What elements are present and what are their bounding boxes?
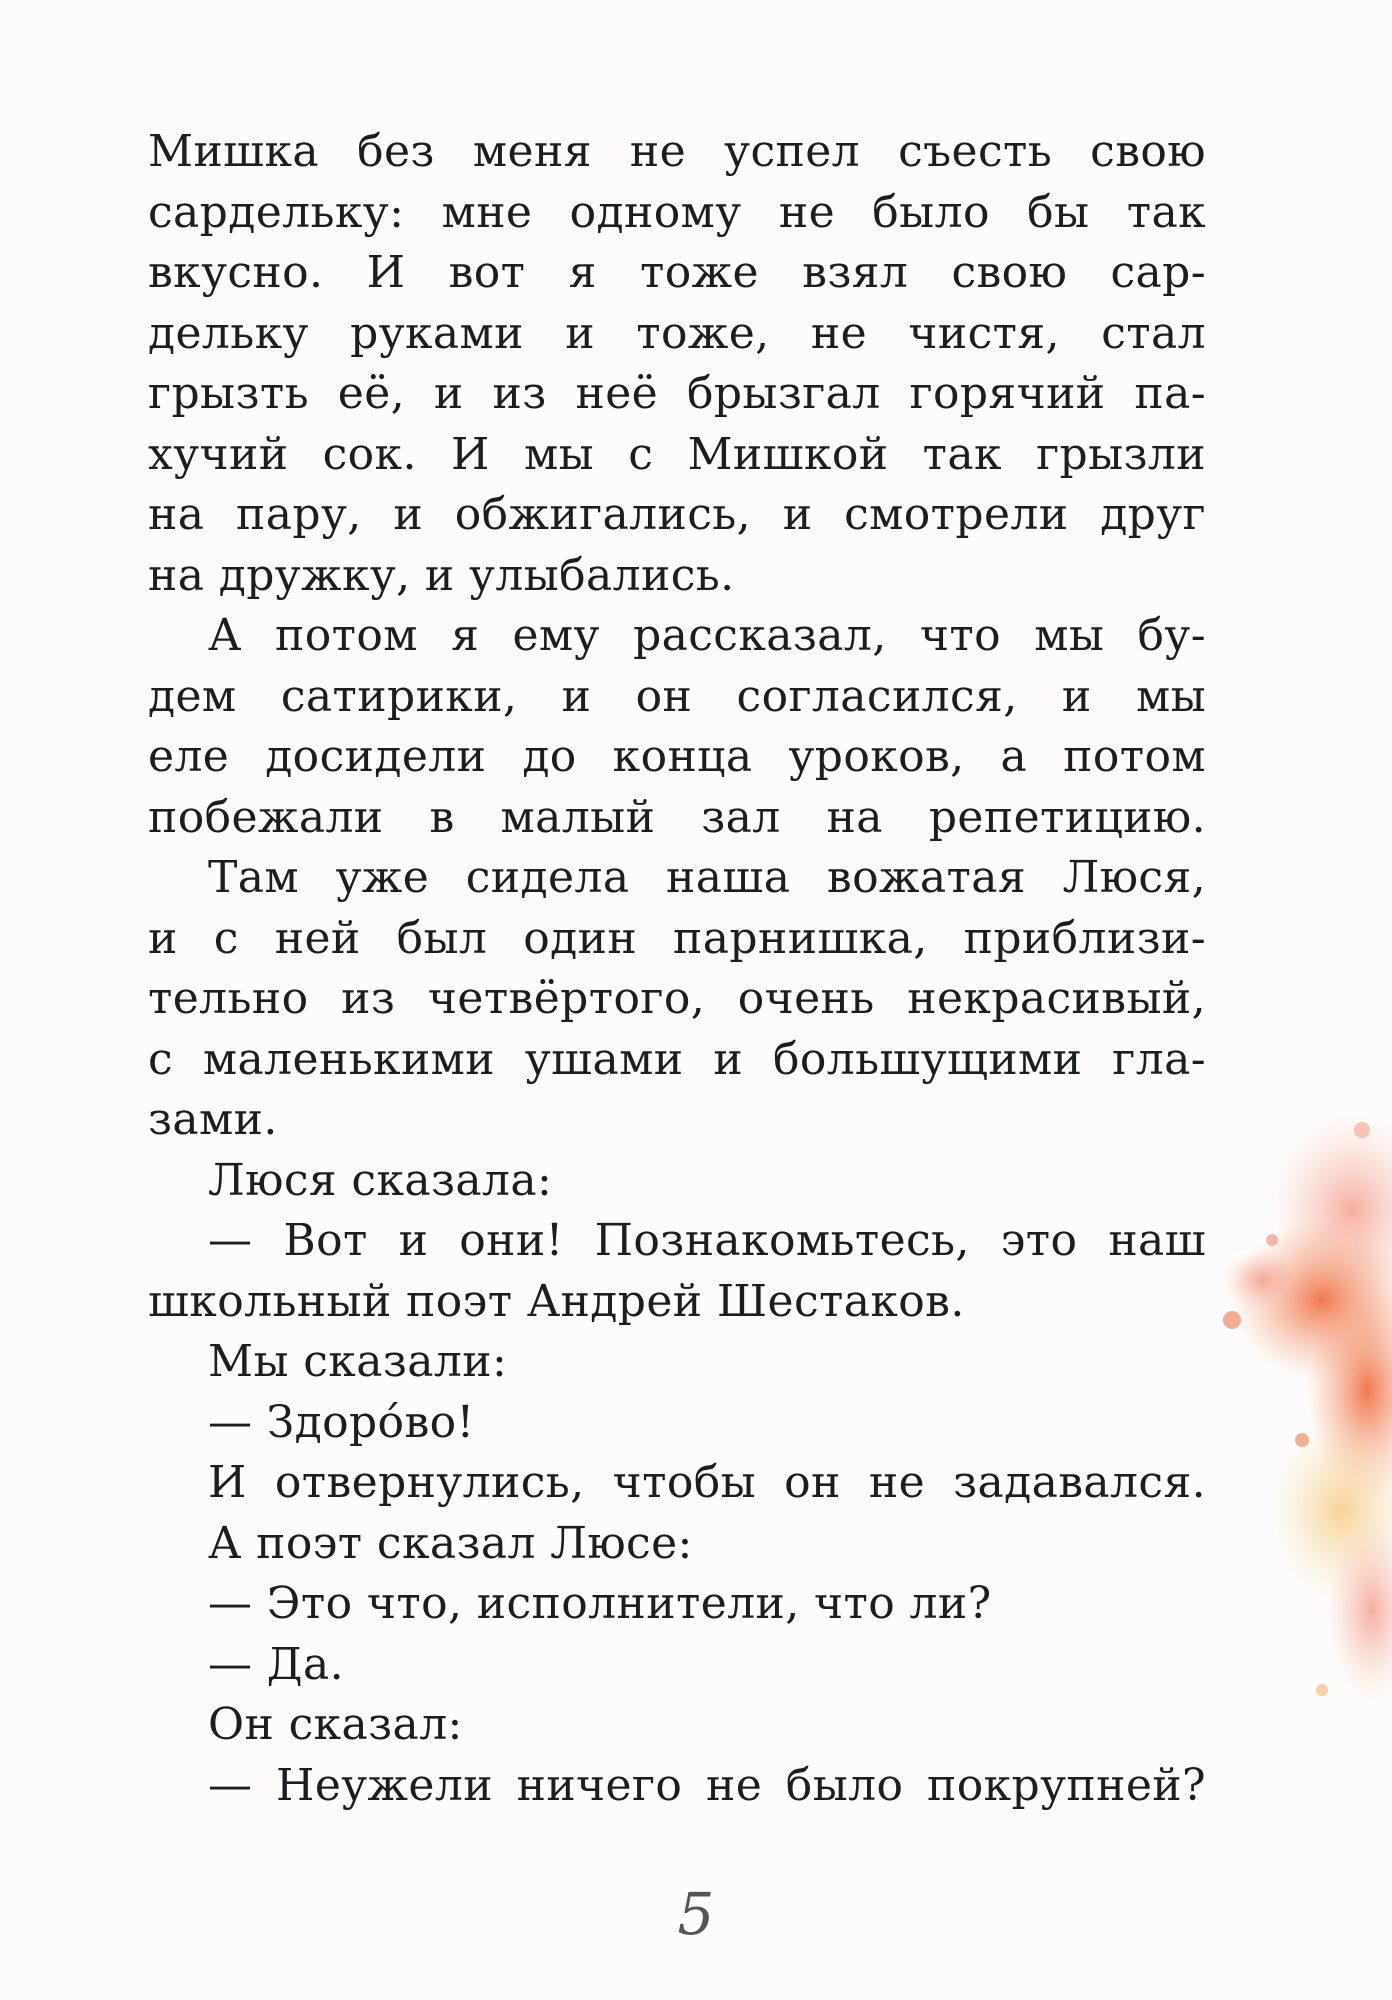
text-line: — Неужели ничего не было покрупней?	[208, 1759, 1206, 1811]
text-line: дельку руками и тоже, не чистя, стал	[148, 307, 1206, 359]
watercolor-decoration	[1202, 1090, 1392, 1740]
body-text	[148, 122, 1206, 1816]
text-line: А потом я ему рассказал, что мы бу-	[208, 610, 1206, 661]
text-line: еле досидели до конца уроков, а потом	[148, 731, 1206, 782]
text-line: зами.	[148, 1094, 278, 1145]
text-line: Люся сказала:	[208, 1154, 553, 1206]
text-line: на пару, и обжигались, и смотрели друг	[148, 489, 1206, 540]
text-line: Мишка без меня не успел съесть свою	[148, 126, 1206, 177]
page-number: 5	[677, 1880, 715, 1948]
text-line: сардельку: мне одному не было бы так	[148, 186, 1206, 238]
text-line: А поэт сказал Люсе:	[208, 1517, 693, 1569]
text-line: тельно из четвёртого, очень некрасивый,	[148, 973, 1206, 1024]
text-line: — Вот и они! Познакомьтесь, это наш	[208, 1215, 1206, 1266]
text-line: вкусно. И вот я тоже взял свою сар-	[148, 247, 1206, 298]
text-line: побежали в малый зал на репетицию.	[148, 791, 1206, 843]
text-line: Мы сказали:	[208, 1336, 508, 1387]
text-line: — Да.	[208, 1638, 344, 1690]
text-line: дем сатирики, и он согласился, и мы	[148, 670, 1206, 722]
text-line: — Здоро́во!	[208, 1396, 475, 1448]
text-line: Там уже сидела наша вожатая Люся,	[208, 852, 1206, 903]
text-line: школьный поэт Андрей Шестаков.	[148, 1275, 965, 1327]
text-line: — Это что, исполнители, что ли?	[208, 1578, 992, 1629]
text-line: грызть её, и из неё брызгал горячий па-	[148, 368, 1206, 419]
text-line: И отвернулись, чтобы он не задавался.	[208, 1457, 1206, 1508]
text-line: и с ней был один парнишка, приблизи-	[148, 912, 1206, 964]
text-line: Он сказал:	[208, 1699, 463, 1750]
text-line: хучий сок. И мы с Мишкой так грызли	[148, 428, 1206, 480]
text-line: с маленькими ушами и большущими гла-	[148, 1033, 1206, 1085]
text-line: на дружку, и улыбались.	[148, 549, 735, 601]
